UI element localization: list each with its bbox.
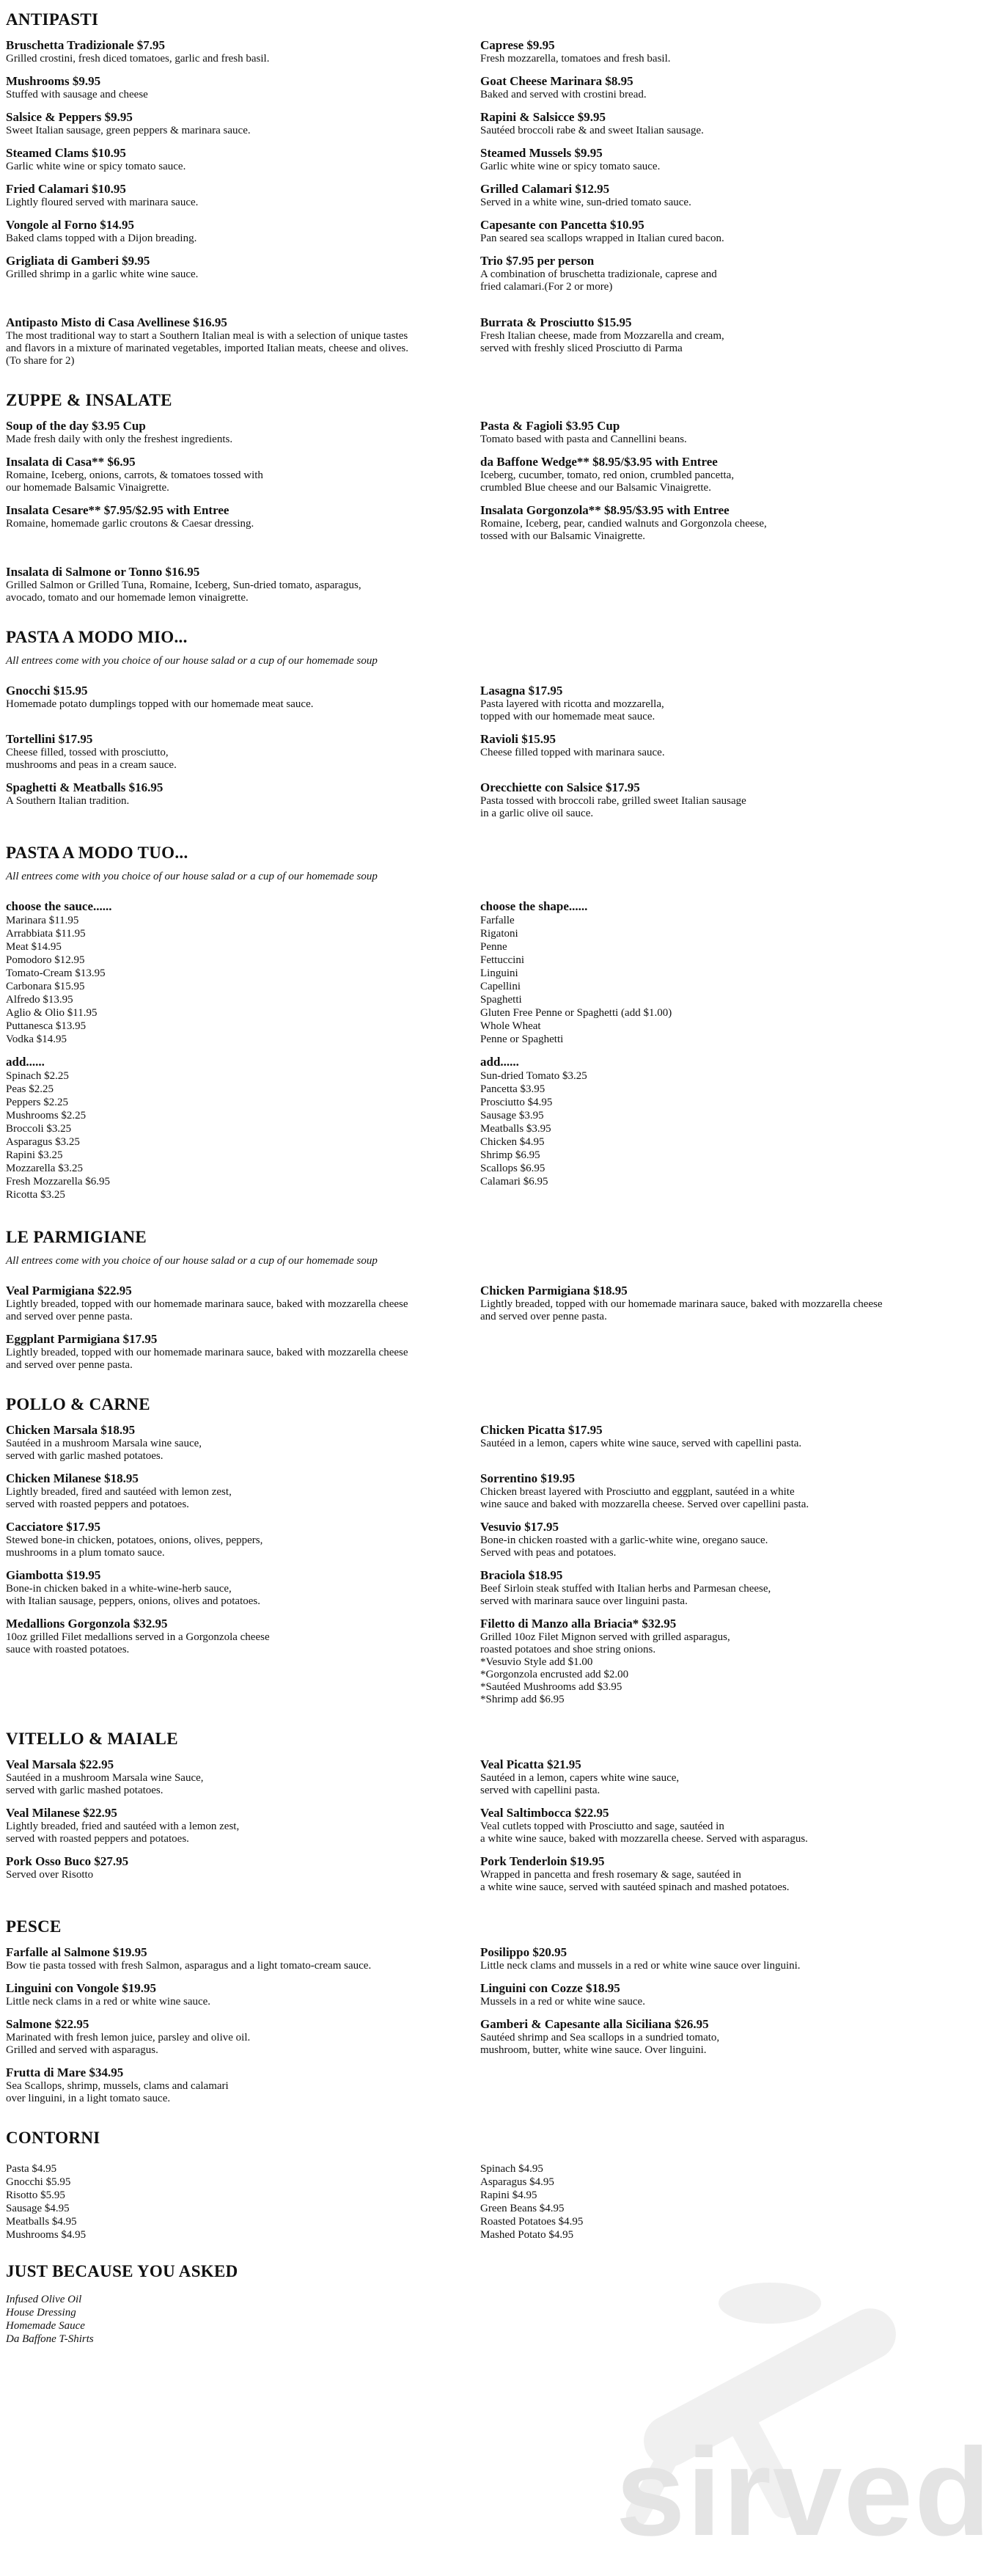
section-vitello-maiale bbox=[6, 1728, 930, 1903]
item-description: Lightly breaded, topped with our homemade marinara sauce, baked with mozzarella cheese and served over penne pasta. bbox=[6, 1298, 408, 1322]
item-description: Cheese filled topped with marinara sauce. bbox=[480, 747, 665, 758]
item-description: Sautéed broccoli rabe & and sweet Italian sausage. bbox=[480, 125, 704, 136]
list-item: Meatballs $3.95 bbox=[480, 1123, 551, 1135]
item-description: Sea Scallops, shrimp, mussels, clams and calamari over linguini, in a light tomato sauce. bbox=[6, 2080, 229, 2104]
item-name: Chicken Parmigiana $18.95 bbox=[480, 1284, 628, 1298]
item-name: Tortellini $17.95 bbox=[6, 732, 93, 746]
menu-item bbox=[480, 455, 930, 494]
section-pasta-modo-tuo bbox=[6, 842, 930, 1210]
asked-list bbox=[6, 2293, 930, 2346]
list-item: Carbonara $15.95 bbox=[6, 981, 85, 992]
list-item: Pomodoro $12.95 bbox=[6, 954, 85, 966]
add-list-right bbox=[480, 1055, 930, 1188]
menu-item bbox=[480, 780, 930, 820]
menu-item bbox=[6, 1757, 480, 1797]
sides-grid bbox=[6, 2162, 930, 2242]
item-name: Eggplant Parmigiana $17.95 bbox=[6, 1332, 158, 1346]
section-title: PESCE bbox=[6, 1917, 62, 1936]
menu-item bbox=[480, 684, 930, 723]
item-name: Linguini con Cozze $18.95 bbox=[480, 1981, 620, 1995]
list-item: Gluten Free Penne or Spaghetti (add $1.00) bbox=[480, 1007, 672, 1019]
menu-item bbox=[6, 1423, 480, 1463]
list-item: Spinach $2.25 bbox=[6, 1070, 69, 1082]
item-grid bbox=[6, 684, 930, 829]
item-description: Grilled crostini, fresh diced tomatoes, garlic and fresh basil. bbox=[6, 53, 270, 65]
list-items bbox=[6, 914, 480, 1046]
list-item: Meatballs $4.95 bbox=[6, 2216, 77, 2228]
item-name: Pork Osso Buco $27.95 bbox=[6, 1854, 129, 1868]
list-item: Peppers $2.25 bbox=[6, 1097, 68, 1108]
menu-item bbox=[480, 419, 930, 446]
list-title: add...... bbox=[480, 1055, 519, 1069]
section-just-because bbox=[6, 2261, 930, 2346]
list-item: Broccoli $3.25 bbox=[6, 1123, 72, 1135]
menu-item bbox=[6, 1806, 480, 1845]
item-description: Sautéed in a lemon, capers white wine sauce, served with capellini pasta. bbox=[480, 1772, 680, 1796]
item-name: Burrata & Prosciutto $15.95 bbox=[480, 315, 632, 329]
list-item: Roasted Potatoes $4.95 bbox=[480, 2216, 584, 2228]
menu-item bbox=[6, 182, 480, 209]
item-name: Filetto di Manzo alla Briacia* $32.95 bbox=[480, 1617, 677, 1631]
menu-item bbox=[480, 1423, 930, 1463]
section-title: PASTA A MODO MIO... bbox=[6, 628, 188, 646]
list-item: Pasta $4.95 bbox=[6, 2163, 57, 2175]
item-description: Cheese filled, tossed with prosciutto, mushrooms and peas in a cream sauce. bbox=[6, 747, 177, 771]
item-description: Pasta layered with ricotta and mozzarella, topped with our homemade meat sauce. bbox=[480, 698, 664, 722]
item-description: Homemade potato dumplings topped with our homemade meat sauce. bbox=[6, 698, 314, 710]
item-description: Fresh Italian cheese, made from Mozzarella and cream, served with freshly sliced Prosciutto di Parma bbox=[480, 330, 724, 354]
item-name: Medallions Gorgonzola $32.95 bbox=[6, 1617, 168, 1631]
menu-item bbox=[6, 732, 480, 772]
item-name: Vesuvio $17.95 bbox=[480, 1520, 559, 1534]
item-name: Chicken Picatta $17.95 bbox=[480, 1423, 603, 1437]
list-item: Pancetta $3.95 bbox=[480, 1083, 545, 1095]
item-name: Linguini con Vongole $19.95 bbox=[6, 1981, 157, 1995]
menu-item bbox=[6, 1284, 480, 1323]
item-name: da Baffone Wedge** $8.95/$3.95 with Entree bbox=[480, 455, 718, 469]
item-name: Veal Picatta $21.95 bbox=[480, 1757, 581, 1771]
item-name: Gnocchi $15.95 bbox=[6, 684, 88, 698]
item-description: Made fresh daily with only the freshest ingredients. bbox=[6, 433, 233, 445]
item-grid bbox=[6, 1423, 930, 1715]
list-item: Mushrooms $4.95 bbox=[6, 2229, 87, 2241]
list-item: Meat $14.95 bbox=[6, 941, 62, 953]
section-title: ANTIPASTI bbox=[6, 10, 99, 29]
item-description: Little neck clams in a red or white wine sauce. bbox=[6, 1996, 211, 2008]
item-name: Lasagna $17.95 bbox=[480, 684, 563, 698]
item-name: Braciola $18.95 bbox=[480, 1568, 563, 1582]
menu-item bbox=[6, 315, 480, 367]
menu-item bbox=[480, 1945, 930, 1972]
item-name: Insalata Gorgonzola** $8.95/$3.95 with Entree bbox=[480, 503, 730, 517]
list-items bbox=[480, 914, 930, 1046]
menu-item bbox=[6, 254, 480, 293]
list-item: Scallops $6.95 bbox=[480, 1163, 545, 1174]
list-item: Risotto $5.95 bbox=[6, 2189, 65, 2201]
list-item: Sun-dried Tomato $3.25 bbox=[480, 1070, 587, 1082]
menu-item bbox=[480, 315, 930, 367]
item-description: Lightly breaded, fired and sautéed with lemon zest, served with roasted peppers and potatoes. bbox=[6, 1486, 232, 1510]
shape-list bbox=[480, 899, 930, 1046]
list-items bbox=[6, 1069, 480, 1201]
menu-item bbox=[480, 1806, 930, 1845]
menu-item bbox=[480, 1332, 930, 1372]
item-grid bbox=[6, 1945, 930, 2114]
item-grid bbox=[6, 1757, 930, 1903]
item-description: Bow tie pasta tossed with fresh Salmon, asparagus and a light tomato-cream sauce. bbox=[6, 1960, 372, 1972]
item-description: Sautéed shrimp and Sea scallops in a sundried tomato, mushroom, butter, white wine sauce. Over linguini. bbox=[480, 2032, 720, 2056]
list-item: Sausage $3.95 bbox=[480, 1110, 544, 1121]
list-item: Homemade Sauce bbox=[6, 2320, 85, 2332]
item-description: A Southern Italian tradition. bbox=[6, 795, 130, 807]
section-contorni bbox=[6, 2127, 930, 2242]
list-item: Tomato-Cream $13.95 bbox=[6, 967, 106, 979]
list-item: Mozzarella $3.25 bbox=[6, 1163, 83, 1174]
list-item: Gnocchi $5.95 bbox=[6, 2176, 71, 2188]
list-item: Vodka $14.95 bbox=[6, 1033, 67, 1045]
menu-item bbox=[480, 1520, 930, 1559]
item-description: Chicken breast layered with Prosciutto and eggplant, sautéed in a white wine sauce and baked with mozzarella cheese. Served over capellini pasta. bbox=[480, 1486, 809, 1510]
list-item: Chicken $4.95 bbox=[480, 1136, 545, 1148]
list-title: choose the sauce...... bbox=[6, 899, 112, 913]
item-name: Salsice & Peppers $9.95 bbox=[6, 110, 133, 124]
item-name: Bruschetta Tradizionale $7.95 bbox=[6, 38, 166, 52]
section-title: VITELLO & MAIALE bbox=[6, 1730, 178, 1748]
menu-item bbox=[480, 1854, 930, 1894]
section-pesce bbox=[6, 1916, 930, 2114]
item-name: Giambotta $19.95 bbox=[6, 1568, 101, 1582]
list-item: Mashed Potato $4.95 bbox=[480, 2229, 574, 2241]
item-name: Chicken Milanese $18.95 bbox=[6, 1471, 139, 1485]
menu-item bbox=[480, 1284, 930, 1323]
item-description: Grilled shrimp in a garlic white wine sauce. bbox=[6, 268, 199, 280]
item-grid bbox=[6, 38, 930, 376]
item-description: Stuffed with sausage and cheese bbox=[6, 89, 148, 100]
item-name: Grilled Calamari $12.95 bbox=[480, 182, 610, 196]
menu-item bbox=[6, 2065, 480, 2105]
item-name: Veal Parmigiana $22.95 bbox=[6, 1284, 132, 1298]
list-item: Asparagus $4.95 bbox=[480, 2176, 554, 2188]
menu-item bbox=[480, 254, 930, 293]
section-pollo-carne bbox=[6, 1394, 930, 1715]
item-name: Soup of the day $3.95 Cup bbox=[6, 419, 146, 433]
list-item: Asparagus $3.25 bbox=[6, 1136, 80, 1148]
item-description: Mussels in a red or white wine sauce. bbox=[480, 1996, 645, 2008]
item-name: Steamed Mussels $9.95 bbox=[480, 146, 603, 160]
list-item: Penne bbox=[480, 941, 507, 953]
item-name: Grigliata di Gamberi $9.95 bbox=[6, 254, 150, 268]
list-item: Sausage $4.95 bbox=[6, 2203, 70, 2214]
menu-item bbox=[6, 74, 480, 101]
list-item: Peas $2.25 bbox=[6, 1083, 54, 1095]
menu-item bbox=[6, 146, 480, 173]
item-description: Marinated with fresh lemon juice, parsley and olive oil. Grilled and served with asparagus. bbox=[6, 2032, 251, 2056]
item-description: Pasta tossed with broccoli rabe, grilled sweet Italian sausage in a garlic olive oil sauce. bbox=[480, 795, 746, 819]
right-column bbox=[480, 899, 930, 1210]
menu-item bbox=[6, 1471, 480, 1511]
list-item: Linguini bbox=[480, 967, 518, 979]
menu-page bbox=[6, 9, 930, 2346]
menu-item bbox=[6, 38, 480, 65]
item-description: Garlic white wine or spicy tomato sauce. bbox=[480, 161, 661, 172]
list-item: Ricotta $3.25 bbox=[6, 1189, 65, 1201]
list-item: Green Beans $4.95 bbox=[480, 2203, 565, 2214]
item-description: Iceberg, cucumber, tomato, red onion, crumbled pancetta, crumbled Blue cheese and our Balsamic Vinaigrette. bbox=[480, 469, 735, 494]
item-description: Fresh mozzarella, tomatoes and fresh basil. bbox=[480, 53, 671, 65]
item-name: Insalata di Casa** $6.95 bbox=[6, 455, 136, 469]
item-name: Insalata di Salmone or Tonno $16.95 bbox=[6, 565, 200, 579]
item-name: Sorrentino $19.95 bbox=[480, 1471, 576, 1485]
section-title: CONTORNI bbox=[6, 2129, 100, 2147]
item-description: Sautéed in a lemon, capers white wine sauce, served with capellini pasta. bbox=[480, 1438, 802, 1449]
section-pasta-modo-mio bbox=[6, 626, 930, 829]
sides-right bbox=[480, 2162, 930, 2242]
item-name: Frutta di Mare $34.95 bbox=[6, 2065, 124, 2079]
item-description: Sautéed in a mushroom Marsala wine Sauce, served with garlic mashed potatoes. bbox=[6, 1772, 204, 1796]
list-item: House Dressing bbox=[6, 2307, 76, 2319]
list-item: Penne or Spaghetti bbox=[480, 1033, 564, 1045]
item-description: 10oz grilled Filet medallions served in a Gorgonzola cheese sauce with roasted potatoes. bbox=[6, 1631, 270, 1655]
menu-item bbox=[480, 732, 930, 772]
menu-item bbox=[480, 146, 930, 173]
item-description: Stewed bone-in chicken, potatoes, onions, olives, peppers, mushrooms in a plum tomato sauce. bbox=[6, 1534, 263, 1559]
menu-item bbox=[480, 1617, 930, 1706]
item-name: Mushrooms $9.95 bbox=[6, 74, 101, 88]
menu-item bbox=[6, 1617, 480, 1706]
menu-item bbox=[6, 1520, 480, 1559]
item-name: Orecchiette con Salsice $17.95 bbox=[480, 780, 640, 794]
list-item: Puttanesca $13.95 bbox=[6, 1020, 87, 1032]
list-item: Rapini $4.95 bbox=[480, 2189, 537, 2201]
item-name: Goat Cheese Marinara $8.95 bbox=[480, 74, 633, 88]
section-note: All entrees come with you choice of our house salad or a cup of our homemade soup bbox=[6, 871, 378, 882]
item-description: Served over Risotto bbox=[6, 1869, 94, 1881]
list-item: Spinach $4.95 bbox=[480, 2163, 543, 2175]
list-item: Da Baffone T-Shirts bbox=[6, 2333, 94, 2345]
menu-item bbox=[6, 684, 480, 723]
section-antipasti bbox=[6, 9, 930, 376]
list-item: Prosciutto $4.95 bbox=[480, 1097, 553, 1108]
item-name: Vongole al Forno $14.95 bbox=[6, 218, 135, 232]
item-description: Romaine, homemade garlic croutons & Caesar dressing. bbox=[6, 518, 254, 530]
item-description: Lightly floured served with marinara sauce. bbox=[6, 197, 199, 208]
add-list-left bbox=[6, 1055, 480, 1201]
item-name: Caprese $9.95 bbox=[480, 38, 555, 52]
item-description: Wrapped in pancetta and fresh rosemary & sage, sautéed in a white wine sauce, served with sautéed spinach and mashed potatoes. bbox=[480, 1869, 790, 1893]
item-name: Veal Marsala $22.95 bbox=[6, 1757, 114, 1771]
list-items bbox=[480, 1069, 930, 1188]
item-description: The most traditional way to start a Southern Italian meal is with a selection of unique tastes and flavors in a mixture of marinated vegetables, imported Italian meats, cheese and olives. (To share for 2) bbox=[6, 330, 408, 367]
list-item: Rapini $3.25 bbox=[6, 1149, 63, 1161]
menu-item bbox=[6, 1981, 480, 2008]
item-description: Baked and served with crostini bread. bbox=[480, 89, 647, 100]
menu-item bbox=[6, 503, 480, 543]
list-item: Shrimp $6.95 bbox=[480, 1149, 540, 1161]
item-description: Veal cutlets topped with Prosciutto and sage, sautéed in a white wine sauce, baked with mozzarella cheese. Served with asparagus. bbox=[480, 1821, 808, 1845]
section-note: All entrees come with you choice of our house salad or a cup of our homemade soup bbox=[6, 1255, 378, 1267]
item-description: Lightly breaded, topped with our homemade marinara sauce, baked with mozzarella cheese and served over penne pasta. bbox=[480, 1298, 883, 1322]
item-description: Grilled Salmon or Grilled Tuna, Romaine, Iceberg, Sun-dried tomato, asparagus, avocado, tomato and our homemade lemon vinaigrette. bbox=[6, 579, 361, 604]
item-name: Ravioli $15.95 bbox=[480, 732, 556, 746]
item-description: A combination of bruschetta tradizionale, caprese and fried calamari.(For 2 or more) bbox=[480, 268, 717, 293]
item-name: Veal Milanese $22.95 bbox=[6, 1806, 117, 1820]
item-name: Cacciatore $17.95 bbox=[6, 1520, 101, 1534]
item-name: Antipasto Misto di Casa Avellinese $16.95 bbox=[6, 315, 227, 329]
menu-item bbox=[6, 455, 480, 494]
menu-item bbox=[6, 419, 480, 446]
list-title: add...... bbox=[6, 1055, 45, 1069]
menu-item bbox=[6, 1945, 480, 1972]
item-name: Fried Calamari $10.95 bbox=[6, 182, 126, 196]
item-description: Pan seared sea scallops wrapped in Italian cured bacon. bbox=[480, 233, 724, 244]
menu-item bbox=[480, 218, 930, 245]
item-grid bbox=[6, 1284, 930, 1380]
menu-item bbox=[480, 74, 930, 101]
item-grid bbox=[6, 419, 930, 613]
menu-item bbox=[6, 1854, 480, 1894]
section-title: ZUPPE & INSALATE bbox=[6, 391, 172, 409]
item-name: Rapini & Salsicce $9.95 bbox=[480, 110, 606, 124]
menu-item bbox=[6, 218, 480, 245]
item-description: Romaine, Iceberg, pear, candied walnuts and Gorgonzola cheese, tossed with our Balsamic Vinaigrette. bbox=[480, 518, 767, 542]
menu-item bbox=[480, 503, 930, 543]
item-description: Bone-in chicken baked in a white-wine-herb sauce, with Italian sausage, peppers, onions, olives and potatoes. bbox=[6, 1583, 261, 1607]
menu-item bbox=[6, 1332, 480, 1372]
list-item: Marinara $11.95 bbox=[6, 915, 79, 926]
left-column bbox=[6, 899, 480, 1210]
menu-item bbox=[6, 780, 480, 820]
item-name: Steamed Clams $10.95 bbox=[6, 146, 126, 160]
menu-item bbox=[480, 565, 930, 604]
item-description: Sweet Italian sausage, green peppers & marinara sauce. bbox=[6, 125, 251, 136]
menu-item bbox=[480, 182, 930, 209]
list-item: Spaghetti bbox=[480, 994, 522, 1006]
list-item: Aglio & Olio $11.95 bbox=[6, 1007, 98, 1019]
item-name: Capesante con Pancetta $10.95 bbox=[480, 218, 644, 232]
item-name: Pork Tenderloin $19.95 bbox=[480, 1854, 605, 1868]
item-description: Little neck clams and mussels in a red or white wine sauce over linguini. bbox=[480, 1960, 801, 1972]
list-item: Capellini bbox=[480, 981, 521, 992]
item-description: Lightly breaded, fried and sautéed with a lemon zest, served with roasted peppers and potatoes. bbox=[6, 1821, 240, 1845]
list-item: Farfalle bbox=[480, 915, 515, 926]
item-description: Bone-in chicken roasted with a garlic-white wine, oregano sauce. Served with peas and potatoes. bbox=[480, 1534, 768, 1559]
section-zuppe-insalate bbox=[6, 389, 930, 613]
list-item: Alfredo $13.95 bbox=[6, 994, 73, 1006]
build-grid bbox=[6, 899, 930, 1210]
item-description: Beef Sirloin steak stuffed with Italian herbs and Parmesan cheese, served with marinara sauce over linguini pasta. bbox=[480, 1583, 771, 1607]
item-name: Posilippo $20.95 bbox=[480, 1945, 567, 1959]
list-item: Calamari $6.95 bbox=[480, 1176, 548, 1188]
list-item: Infused Olive Oil bbox=[6, 2294, 82, 2305]
item-description: Lightly breaded, topped with our homemade marinara sauce, baked with mozzarella cheese and served over penne pasta. bbox=[6, 1347, 408, 1371]
section-parmigiane bbox=[6, 1226, 930, 1380]
menu-item bbox=[480, 1471, 930, 1511]
item-name: Insalata Cesare** $7.95/$2.95 with Entree bbox=[6, 503, 229, 517]
item-description: Sautéed in a mushroom Marsala wine sauce, served with garlic mashed potatoes. bbox=[6, 1438, 202, 1462]
list-item: Arrabbiata $11.95 bbox=[6, 928, 86, 940]
menu-item bbox=[480, 2017, 930, 2057]
item-description: Romaine, Iceberg, onions, carrots, & tomatoes tossed with our homemade Balsamic Vinaigrette. bbox=[6, 469, 263, 494]
item-description: Grilled 10oz Filet Mignon served with grilled asparagus, roasted potatoes and shoe string onions. *Vesuvio Style add $1.00 *Gorgonzola encrusted add $2.00 *Sautéed Mushrooms add $3.95 *Shrimp add $6.95 bbox=[480, 1631, 730, 1705]
section-title: POLLO & CARNE bbox=[6, 1395, 150, 1413]
list-item: Fettuccini bbox=[480, 954, 524, 966]
menu-item bbox=[480, 1757, 930, 1797]
item-name: Trio $7.95 per person bbox=[480, 254, 595, 268]
watermark-text: sirved bbox=[616, 2423, 992, 2562]
menu-item bbox=[6, 2017, 480, 2057]
menu-item bbox=[6, 565, 480, 604]
item-description: Garlic white wine or spicy tomato sauce. bbox=[6, 161, 186, 172]
list-item: Fresh Mozzarella $6.95 bbox=[6, 1176, 111, 1188]
item-name: Spaghetti & Meatballs $16.95 bbox=[6, 780, 164, 794]
item-name: Pasta & Fagioli $3.95 Cup bbox=[480, 419, 620, 433]
menu-item bbox=[480, 1568, 930, 1608]
item-description: Baked clams topped with a Dijon breading. bbox=[6, 233, 197, 244]
item-name: Chicken Marsala $18.95 bbox=[6, 1423, 136, 1437]
section-note: All entrees come with you choice of our house salad or a cup of our homemade soup bbox=[6, 655, 378, 667]
item-description: Served in a white wine, sun-dried tomato sauce. bbox=[480, 197, 691, 208]
item-name: Farfalle al Salmone $19.95 bbox=[6, 1945, 147, 1959]
menu-item bbox=[480, 1981, 930, 2008]
item-name: Salmone $22.95 bbox=[6, 2017, 89, 2031]
list-item: Mushrooms $2.25 bbox=[6, 1110, 87, 1121]
menu-item bbox=[480, 38, 930, 65]
menu-item bbox=[480, 2065, 930, 2105]
list-item: Rigatoni bbox=[480, 928, 518, 940]
item-name: Gamberi & Capesante alla Siciliana $26.95 bbox=[480, 2017, 709, 2031]
sides-left bbox=[6, 2162, 480, 2242]
section-title: JUST BECAUSE YOU ASKED bbox=[6, 2262, 238, 2280]
menu-item bbox=[6, 110, 480, 137]
sauce-list bbox=[6, 899, 480, 1046]
item-description: Tomato based with pasta and Cannellini beans. bbox=[480, 433, 687, 445]
menu-item bbox=[6, 1568, 480, 1608]
menu-item bbox=[480, 110, 930, 137]
list-title: choose the shape...... bbox=[480, 899, 588, 913]
section-title: PASTA A MODO TUO... bbox=[6, 844, 188, 862]
list-item: Whole Wheat bbox=[480, 1020, 541, 1032]
item-name: Veal Saltimbocca $22.95 bbox=[480, 1806, 609, 1820]
section-title: LE PARMIGIANE bbox=[6, 1228, 147, 1246]
